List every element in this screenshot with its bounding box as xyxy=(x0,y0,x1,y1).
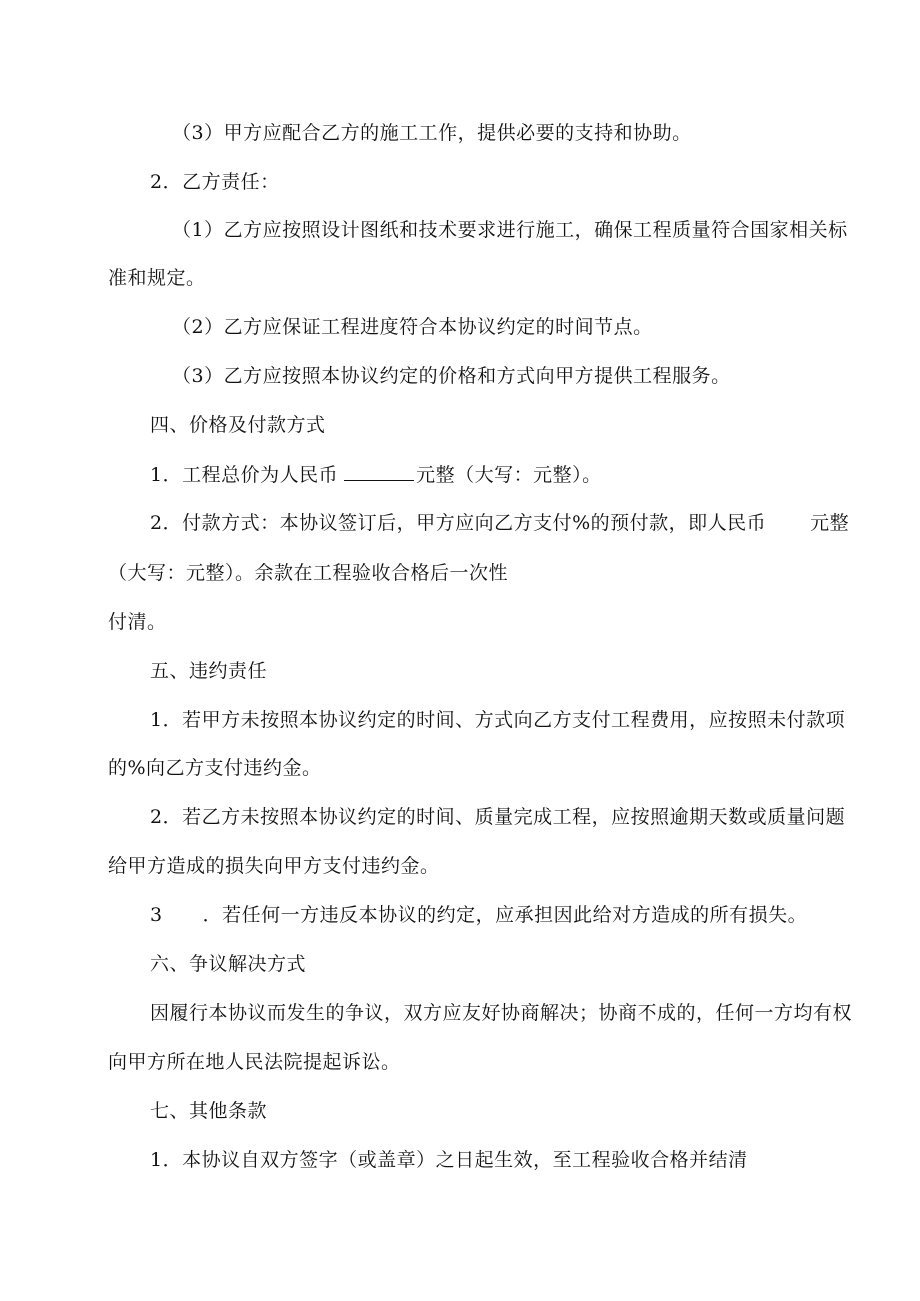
section-heading-dispute: 六、争议解决方式 xyxy=(150,953,307,975)
clause-payment-method-text: 2．付款方式：本协议签订后，甲方应向乙方支付%的预付款，即人民币 xyxy=(150,512,767,534)
clause-breach-2: 2．若乙方未按照本协议约定的时间、质量完成工程，应按照逾期天数或质量问题 xyxy=(150,806,846,828)
clause-total-price-text-after: 元整（大写：元整）。 xyxy=(416,464,602,486)
clause-payment-method xyxy=(150,511,849,535)
clause-dispute: 因履行本协议而发生的争议，双方应友好协商解决；协商不成的，任何一方均有权 xyxy=(150,1002,853,1024)
clause-payment-method-cont: （大写：元整）。余款在工程验收合格后一次性 xyxy=(108,562,509,584)
clause-breach-1: 1．若甲方未按照本协议约定的时间、方式向乙方支付工程费用，应按照未付款项 xyxy=(150,709,846,731)
clause-party-b-1-cont: 准和规定。 xyxy=(108,267,206,289)
clause-total-price-text: 1．工程总价为人民币 xyxy=(150,464,339,486)
clause-payment-method-text-after: 元整 xyxy=(810,512,850,534)
section-heading-price-payment: 四、价格及付款方式 xyxy=(150,414,326,436)
clause-breach-2-cont: 给甲方造成的损失向甲方支付违约金。 xyxy=(108,855,440,877)
clause-breach-1-cont: 的%向乙方支付违约金。 xyxy=(108,757,322,779)
clause-total-price xyxy=(150,462,602,487)
clause-other-1: 1．本协议自双方签字（或盖章）之日起生效，至工程验收合格并结清 xyxy=(150,1149,748,1171)
clause-party-b-2: （2）乙方应保证工程进度符合本协议约定的时间节点。 xyxy=(172,316,653,338)
section-heading-breach: 五、违约责任 xyxy=(150,660,268,682)
clause-party-b-1: （1）乙方应按照设计图纸和技术要求进行施工，确保工程质量符合国家相关标 xyxy=(172,219,848,241)
blank-amount-line xyxy=(344,462,414,481)
clause-payment-method-end: 付清。 xyxy=(108,611,167,633)
clause-breach-3 xyxy=(150,903,807,927)
section-heading-other: 七、其他条款 xyxy=(150,1100,268,1122)
clause-party-a-3: （3）甲方应配合乙方的施工工作，提供必要的支持和协助。 xyxy=(172,122,692,144)
clause-breach-3-text: ．若任何一方违反本协议的约定，应承担因此给对方造成的所有损失。 xyxy=(202,904,808,926)
heading-party-b-responsibility: 2．乙方责任： xyxy=(150,171,280,193)
clause-breach-3-number: 3 xyxy=(150,904,163,926)
clause-party-b-3: （3）乙方应按照本协议约定的价格和方式向甲方提供工程服务。 xyxy=(172,365,731,387)
clause-dispute-cont: 向甲方所在地人民法院提起诉讼。 xyxy=(108,1051,401,1073)
